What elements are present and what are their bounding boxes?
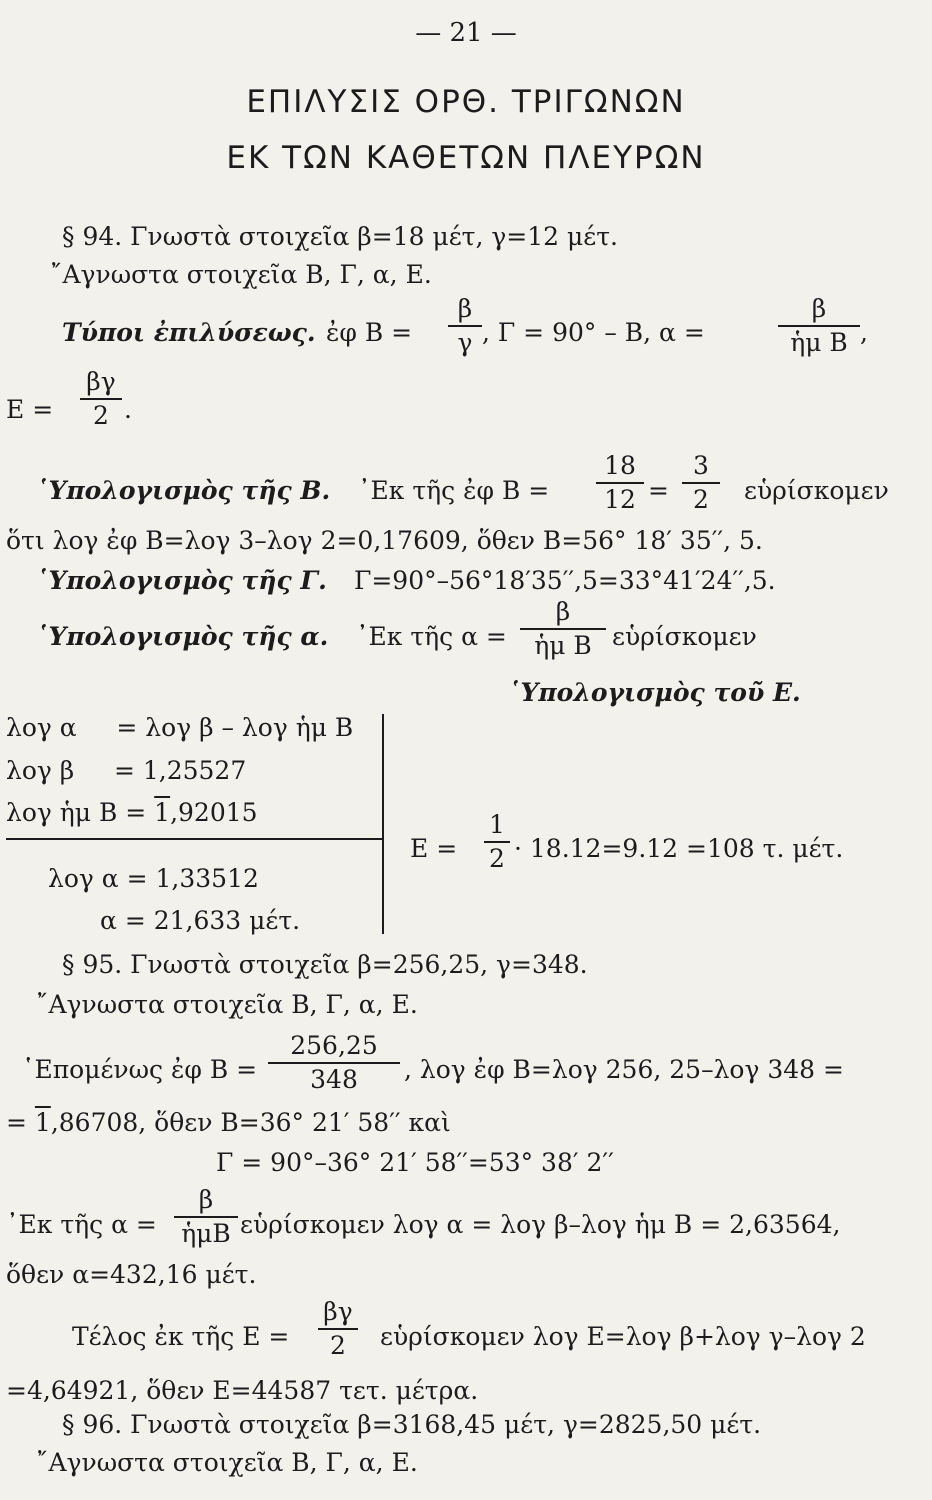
formula-alpha-fraction bbox=[778, 295, 860, 357]
fraction-numerator: 3 bbox=[693, 451, 709, 480]
log-line-3-rest: ,92015 bbox=[170, 798, 258, 827]
fraction-denominator: ἡμΒ bbox=[181, 1219, 231, 1248]
s95-a-fraction bbox=[174, 1186, 238, 1248]
s95-e-lhs: Τέλος ἐκ τῆς Ε = bbox=[72, 1322, 290, 1351]
formula-e-lhs: Ε = bbox=[6, 395, 54, 424]
fraction-denominator: γ bbox=[457, 328, 473, 357]
s95-gamma: Γ = 90°–36° 21′ 58′′=53° 38′ 2′′ bbox=[216, 1148, 614, 1177]
e-result-rest: · 18.12=9.12 =108 τ. μέτ. bbox=[514, 834, 844, 863]
fraction-denominator: 348 bbox=[310, 1065, 358, 1094]
calc-g-label: ῾Υπολογισμὸς τῆς Γ. bbox=[36, 566, 327, 595]
fraction-bar bbox=[448, 325, 482, 327]
s94-given: § 94. Γνωστὰ στοιχεῖα β=18 μέτ, γ=12 μέτ. bbox=[62, 222, 618, 251]
s95-result-1-rest: ,86708, ὅθεν Β=36° 21′ 58′′ καὶ bbox=[50, 1108, 451, 1137]
s95-unknown: ῎Αγνωστα στοιχεῖα Β, Γ, α, Ε. bbox=[36, 990, 418, 1019]
fraction-numerator: 256,25 bbox=[290, 1031, 378, 1060]
fraction-numerator: 1 bbox=[489, 810, 505, 839]
fraction-denominator: 2 bbox=[330, 1331, 346, 1360]
log-line-3-lhs: λογ ἡμ Β = bbox=[6, 798, 155, 827]
log-line-5: α = 21,633 μέτ. bbox=[100, 906, 301, 935]
fraction-bar bbox=[596, 482, 644, 484]
fraction-bar bbox=[268, 1062, 400, 1064]
calc-b-result: ὅτι λογ ἐφ Β=λογ 3–λογ 2=0,17609, ὅθεν Β=56° 18′ 35′′, 5. bbox=[6, 526, 763, 555]
s95-e-result: =4,64921, ὅθεν Ε=44587 τετ. μέτρα. bbox=[6, 1376, 479, 1405]
calc-a-fraction bbox=[520, 598, 606, 660]
s95-e-fraction bbox=[318, 1298, 358, 1360]
log-line-3 bbox=[6, 798, 258, 828]
fraction-denominator: ἡμ Β bbox=[534, 631, 592, 660]
s95-e-rest: εὑρίσκομεν λογ Ε=λογ β+λογ γ–λογ 2 bbox=[380, 1322, 866, 1351]
formula-gamma-alpha: , Γ = 90° – Β, α = bbox=[482, 318, 705, 347]
formula-e-end: . bbox=[124, 395, 132, 424]
fraction-denominator: ἡμ Β bbox=[790, 328, 848, 357]
title-line-1: ΕΠΙΛΥΣΙΣ ΟΡΘ. ΤΡΙΓΩΝΩΝ bbox=[246, 84, 686, 120]
fraction-bar bbox=[778, 325, 860, 327]
calc-a-text: ᾽Εκ τῆς α = bbox=[356, 622, 507, 651]
fraction-numerator: βγ bbox=[323, 1297, 353, 1326]
fraction-numerator: 18 bbox=[604, 451, 636, 480]
s94-unknown: ῎Αγνωστα στοιχεῖα Β, Γ, α, Ε. bbox=[50, 260, 432, 289]
s95-a-lhs: ᾽Εκ τῆς α = bbox=[6, 1210, 157, 1239]
formula-comma: , bbox=[860, 318, 868, 347]
s96-unknown: ῎Αγνωστα στοιχεῖα Β, Γ, α, Ε. bbox=[36, 1448, 418, 1477]
s95-result-1-eq: = bbox=[6, 1108, 35, 1137]
log-line-4: λογ α = 1,33512 bbox=[48, 864, 259, 893]
calc-b-fraction-1 bbox=[596, 452, 644, 514]
formula-tan-lhs: ἐφ Β = bbox=[326, 318, 413, 347]
fraction-numerator: β bbox=[811, 294, 827, 323]
log-line-2: λογ β = 1,25527 bbox=[6, 756, 247, 785]
s95-tan-fraction bbox=[268, 1032, 400, 1094]
fraction-numerator: β bbox=[457, 294, 473, 323]
calc-b-fraction-2 bbox=[682, 452, 720, 514]
log-brace bbox=[382, 714, 384, 934]
formula-tan-fraction bbox=[448, 295, 482, 357]
log-line-3-bar-digit: 1 bbox=[154, 798, 171, 827]
s95-given: § 95. Γνωστὰ στοιχεῖα β=256,25, γ=348. bbox=[62, 950, 588, 979]
calc-e-label: ῾Υπολογισμὸς τοῦ Ε. bbox=[508, 678, 801, 707]
page-number: — 21 — bbox=[415, 18, 517, 48]
s95-tan-rest: , λογ ἐφ Β=λογ 256, 25–λογ 348 = bbox=[404, 1055, 844, 1084]
fraction-bar bbox=[520, 628, 606, 630]
fraction-bar bbox=[318, 1328, 358, 1330]
calc-g-text: Γ=90°–56°18′35′′,5=33°41′24′′,5. bbox=[354, 566, 776, 595]
log-rule bbox=[6, 838, 382, 840]
calc-a-end: εὑρίσκομεν bbox=[612, 622, 757, 651]
fraction-bar bbox=[682, 482, 720, 484]
calc-b-text: ᾽Εκ τῆς ἐφ Β = bbox=[358, 476, 550, 505]
log-line-1: λογ α = λογ β – λογ ἡμ Β bbox=[6, 713, 354, 742]
s96-given: § 96. Γνωστὰ στοιχεῖα β=3168,45 μέτ, γ=2825,50 μέτ. bbox=[62, 1410, 762, 1439]
formulas-label: Τύποι ἐπιλύσεως. bbox=[62, 318, 316, 347]
fraction-denominator: 2 bbox=[93, 401, 109, 430]
formula-e-fraction bbox=[80, 368, 122, 430]
title-line-2: ΕΚ ΤΩΝ ΚΑΘΕΤΩΝ ΠΛΕΥΡΩΝ bbox=[226, 140, 706, 176]
s95-result-1-bar-digit: 1 bbox=[34, 1108, 51, 1137]
fraction-numerator: βγ bbox=[86, 367, 116, 396]
fraction-denominator: 12 bbox=[604, 485, 636, 514]
e-result-fraction bbox=[484, 811, 510, 873]
fraction-numerator: β bbox=[555, 597, 571, 626]
calc-b-end: εὑρίσκομεν bbox=[744, 476, 889, 505]
s95-hence: ῾Επομένως ἐφ Β = bbox=[22, 1055, 258, 1084]
s95-a-rest: εὑρίσκομεν λογ α = λογ β–λογ ἡμ Β = 2,63564, bbox=[240, 1210, 841, 1239]
calc-a-label: ῾Υπολογισμὸς τῆς α. bbox=[36, 622, 329, 651]
fraction-denominator: 2 bbox=[693, 485, 709, 514]
fraction-bar bbox=[484, 841, 510, 843]
calc-b-label: ῾Υπολογισμὸς τῆς Β. bbox=[36, 476, 331, 505]
s95-result-1 bbox=[6, 1108, 451, 1138]
fraction-bar bbox=[174, 1216, 238, 1218]
calc-b-equals: = bbox=[648, 476, 669, 505]
fraction-bar bbox=[80, 398, 122, 400]
s95-a-result: ὅθεν α=432,16 μέτ. bbox=[6, 1260, 257, 1289]
fraction-numerator: β bbox=[198, 1185, 214, 1214]
e-result-lhs: Ε = bbox=[410, 834, 458, 863]
fraction-denominator: 2 bbox=[489, 844, 505, 873]
